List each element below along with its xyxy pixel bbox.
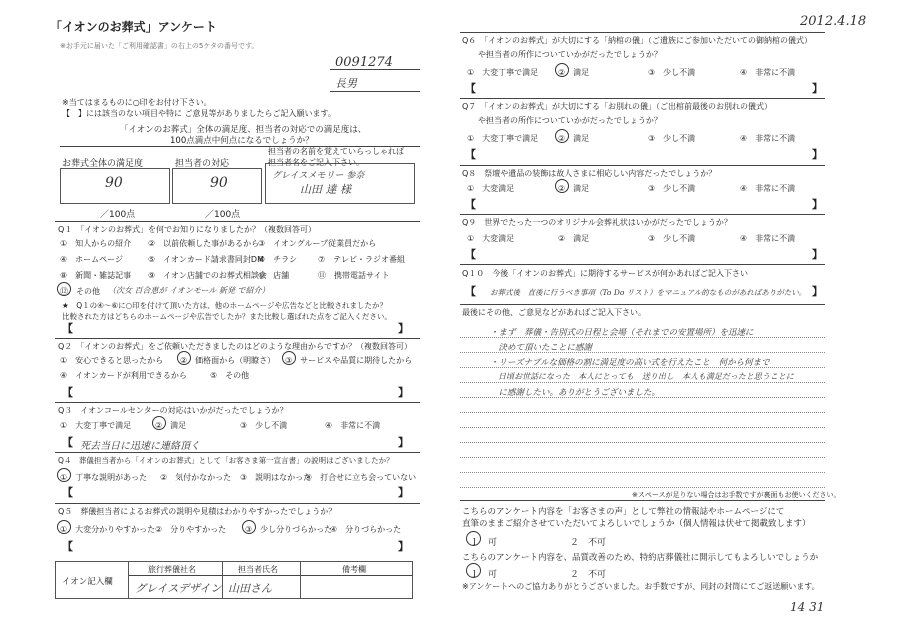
q6-option[interactable]: ② 満足	[558, 68, 590, 77]
free-comment-line: ・リーズナブルな価格の割に満足度の高い式を行えたこと 何から何まで	[490, 358, 770, 368]
q1-option[interactable]: ④ ホームページ	[60, 255, 124, 264]
q10-answer: お葬式後 直後に行うべき事項（To Do リスト）をマニュアル的なものがあればありがたい。	[490, 288, 807, 297]
q2-question: Q２ 「イオンのお葬式」をご依頼いただきましたのはどのような理由からですか？（複数回答可）	[58, 342, 412, 351]
q7-question-1: Q７ 「イオンのお葬式」が大切にする「お別れの儀」（ご出棺前最後のお別れの儀式）	[462, 102, 773, 111]
answer-circle-mark	[466, 531, 481, 546]
q6-question-1: Q６ 「イオンのお葬式」が大切にする「納棺の儀」（ご遺族にご参加いただいての御納棺の儀式）	[462, 36, 813, 45]
q3-option[interactable]: ① 大変丁寧で満足	[60, 421, 132, 430]
q3-option[interactable]: ③ 少し不満	[240, 421, 288, 430]
q8-option[interactable]: ③ 少し不満	[648, 184, 696, 193]
q1-option[interactable]: ⑧ 新聞・雑誌記事	[60, 271, 132, 280]
consent-2-yes[interactable]: １ 可	[470, 570, 498, 580]
q5-question: Q５ 葬儀担当者によるお葬式の説明や見積はわかりやすかったでしょうか？	[58, 507, 337, 516]
overall-score-value: 90	[105, 175, 123, 191]
q1-sub-2: 比較された方はどちらのホームページや広告でしたか？また比較し選ばれた点をご記入ください。	[62, 312, 392, 321]
free-comment-line: 日頃お世話になった 本人にとっても 送り出し 本人も満足だったと思うことに	[490, 372, 794, 381]
q8-option[interactable]: ② 満足	[558, 184, 590, 193]
answer-circle-mark	[282, 351, 296, 365]
answer-circle-mark	[466, 563, 481, 578]
q7-option[interactable]: ① 大変丁寧で満足	[467, 134, 539, 143]
q7-option[interactable]: ③ 少し不満	[648, 134, 696, 143]
form-title: 「イオンのお葬式」アンケート	[50, 20, 217, 34]
q2-option[interactable]: ④ イオンカードが利用できるから	[60, 371, 187, 380]
staff-name-label-2: 担当者名をご記入下さい。	[268, 158, 364, 167]
staff-name-label-1: 担当者の名前を覚えていらっしゃれば	[268, 147, 404, 156]
q1-option[interactable]: ⑤ イオンカード請求書同封DM	[148, 255, 264, 264]
q1-option[interactable]: ⑦ テレビ・ラジオ番組	[318, 255, 406, 264]
q3-bracket-open: 【	[62, 436, 73, 449]
overall-score-unit: ／100点	[100, 210, 136, 220]
q6-option[interactable]: ① 大変丁寧で満足	[467, 68, 539, 77]
answer-circle-mark	[57, 282, 71, 296]
consent-1-no[interactable]: ２ 不可	[570, 538, 607, 548]
staff-table-header: 備考欄	[342, 565, 366, 574]
staff-score-unit: ／100点	[205, 210, 241, 220]
q2-option[interactable]: ① 安心できると思ったから	[60, 356, 164, 365]
id-number: 0091274	[335, 55, 393, 70]
staff-name-line-2: 山田 達 様	[300, 183, 351, 196]
q1-bracket-open: 【	[62, 322, 73, 335]
note-bracket: 【 】には該当のない項目や特に ご意見等がありましたらご記入願います。	[62, 109, 336, 118]
score-desc-2: 100点満点中何点になるでしょうか？	[170, 136, 314, 146]
q2-option[interactable]: ② 価格面から（明瞭さ）	[180, 356, 276, 365]
q9-option[interactable]: ③ 少し不満	[648, 234, 696, 243]
id-instruction: ※お手元に届いた「ご利用確認書」の右上の5ケタの番号です。	[60, 42, 259, 50]
staff-score-label: 担当者の対応	[175, 159, 230, 169]
q10-question: Q１０ 今後「イオンのお葬式」に期待するサービスが何かあればご記入下さい	[462, 269, 749, 278]
q1-question: Q１ 「イオンのお葬式」を何でお知りになりましたか？（複数回答可）	[58, 225, 317, 234]
q7-option[interactable]: ④ 非常に不満	[740, 134, 796, 143]
q9-option[interactable]: ④ 非常に不満	[740, 234, 796, 243]
consent-2-text: こちらのアンケート内容を、品質改善のため、特約店葬儀社に開示してもよろしいでしょうか	[462, 553, 819, 563]
consent-2-no[interactable]: ２ 不可	[570, 570, 607, 580]
q8-bracket-open: 【	[465, 198, 476, 211]
q5-option[interactable]: ③ 少し分りづらかった	[245, 525, 333, 534]
q1-option[interactable]: ③ イオングループ従業員だから	[258, 239, 377, 248]
answer-circle-mark	[555, 129, 569, 143]
staff-table-header: 旅行葬儀社名	[148, 565, 196, 574]
q9-bracket-close: 】	[812, 248, 823, 261]
consent-1-text-2: 直筆のままご紹介させていただいてよろしいでしょうか（個人情報は伏せて掲載致します）	[462, 519, 811, 529]
q3-question: Q３ イオンコールセンターの対応はいかがだったでしょうか？	[58, 406, 288, 415]
overall-score-label: お葬式全体の満足度	[62, 159, 144, 169]
free-comment-label: 最後にその他、ご意見などがあればご記入下さい。	[462, 308, 646, 317]
q5-option[interactable]: ④ 分りづらかった	[330, 525, 402, 534]
q1-other-label[interactable]: ⑫ その他	[60, 287, 100, 296]
staff-table-staff: 山田さん	[228, 582, 272, 595]
q1-option[interactable]: ⑨ イオン店舗でのお葬式相談会	[148, 271, 267, 280]
q2-option[interactable]: ③ サービスや品質に期待したから	[285, 356, 413, 365]
q1-sub-1: ★ Q１の④～⑥に○印を付けて頂いた方は、他のホームページや広告などと比較されましたか？	[62, 301, 387, 310]
q9-question: Q９ 世界でたった一つのオリジナル会葬礼状はいかがだったでしょうか？	[462, 218, 732, 227]
staff-table-header: 担当者氏名	[238, 565, 278, 574]
q6-bracket-close: 】	[812, 82, 823, 95]
space-note: ※スペースが足りない場合はお手数ですが裏面もお使いください。	[632, 491, 841, 499]
q6-question-2: や担当者の所作についていかがだったでしょうか？	[478, 50, 662, 59]
free-comment-line: に感謝したい。ありがとうございました。	[490, 388, 661, 398]
q2-option[interactable]: ⑤ その他	[210, 371, 250, 380]
score-desc-1: 「イオンのお葬式」全体の満足度、担当者の対応での満足度は、	[120, 125, 367, 135]
q9-bracket-open: 【	[465, 248, 476, 261]
q5-option[interactable]: ① 大変分かりやすかった	[60, 525, 156, 534]
thanks-note: ※アンケートへのご協力ありがとうございました。お手数ですが、同封の封筒にてご返送願います。	[462, 582, 820, 591]
free-comment-line: 決めて頂いたことに感謝	[490, 343, 593, 353]
answer-circle-mark	[177, 351, 191, 365]
q4-option[interactable]: ② 気付かなかった	[160, 473, 232, 482]
staff-table-company: グレイスデザイン	[135, 582, 222, 595]
q4-question: Q４ 葬儀担当者から「イオンのお葬式」として「お客さま第一宣言書」の説明はございましたか？	[58, 456, 394, 465]
q1-option[interactable]: ⑥ チラシ	[258, 255, 298, 264]
q6-option[interactable]: ③ 少し不満	[648, 68, 696, 77]
q5-bracket-close: 】	[398, 540, 409, 553]
q8-question: Q８ 祭壇や遺品の装飾は故人さまに相応しい内容だったでしょうか？	[462, 169, 717, 178]
q7-bracket-close: 】	[812, 148, 823, 161]
q7-question-2: や担当者の所作についていかがだったでしょうか？	[478, 116, 662, 125]
q8-option[interactable]: ④ 非常に不満	[740, 184, 796, 193]
q10-bracket-open: 【	[465, 285, 476, 298]
q1-option[interactable]: ⑪ 携帯電話サイト	[318, 271, 390, 280]
answer-circle-mark	[242, 520, 256, 534]
q7-option[interactable]: ② 満足	[558, 134, 590, 143]
q9-option[interactable]: ① 大変満足	[467, 234, 515, 243]
q1-bracket-close: 】	[398, 322, 409, 335]
q4-bracket-close: 】	[398, 486, 409, 499]
consent-1-text-1: こちらのアンケート内容を「お客さまの声」として弊社の情報誌やホームページにて	[462, 507, 785, 517]
q2-bracket-open: 【	[62, 386, 73, 399]
q4-option[interactable]: ③ 説明はなかった	[240, 473, 312, 482]
q6-bracket-open: 【	[465, 82, 476, 95]
staff-score-value: 90	[210, 175, 228, 191]
note-circle: ※当てはまるものに○印をお付け下さい。	[62, 98, 212, 107]
relation: 長男	[335, 77, 357, 90]
answer-circle-mark	[57, 468, 71, 482]
page-mark: 14 31	[790, 600, 825, 614]
staff-table-row-label: イオン記入欄	[62, 577, 113, 587]
q4-bracket-open: 【	[62, 486, 73, 499]
q8-option[interactable]: ① 大変満足	[467, 184, 515, 193]
q3-option[interactable]: ② 満足	[155, 421, 187, 430]
q1-option[interactable]: ⑩ 店舗	[258, 271, 290, 280]
q2-bracket-close: 】	[398, 386, 409, 399]
staff-name-line-1: グレイスメモリー 参奈	[272, 171, 365, 181]
answer-circle-mark	[555, 179, 569, 193]
q3-bracket-close: 】	[398, 436, 409, 449]
form-date: 2012.4.18	[800, 14, 867, 29]
q6-option[interactable]: ④ 非常に不満	[740, 68, 796, 77]
answer-circle-mark	[57, 520, 71, 534]
consent-1-yes[interactable]: １ 可	[470, 538, 498, 548]
q7-bracket-open: 【	[465, 148, 476, 161]
q5-option[interactable]: ② 分りやすかった	[155, 525, 227, 534]
answer-circle-mark	[152, 416, 166, 430]
q9-option[interactable]: ② 満足	[558, 234, 590, 243]
answer-circle-mark	[555, 63, 569, 77]
q3-comment: 死去当日に迅速に連絡頂く	[80, 441, 200, 452]
q1-option[interactable]: ② 以前依頼した事があるから	[148, 239, 260, 248]
q4-option[interactable]: ① 丁寧な説明があった	[60, 473, 148, 482]
q4-option[interactable]: ④ 打合せに立ち会っていない	[305, 473, 417, 482]
q1-other-answer: （次女 百合恵が イオンモール 新発 で紹介）	[108, 286, 270, 295]
q5-bracket-open: 【	[62, 540, 73, 553]
q3-option[interactable]: ④ 非常に不満	[325, 421, 381, 430]
free-comment-line: ・まず 葬儀・告別式の日程と会場（それまでの安置場所）を迅速に	[490, 328, 754, 338]
q8-bracket-close: 】	[812, 198, 823, 211]
q10-bracket-close: 】	[812, 285, 823, 298]
q1-option[interactable]: ① 知人からの紹介	[60, 239, 132, 248]
